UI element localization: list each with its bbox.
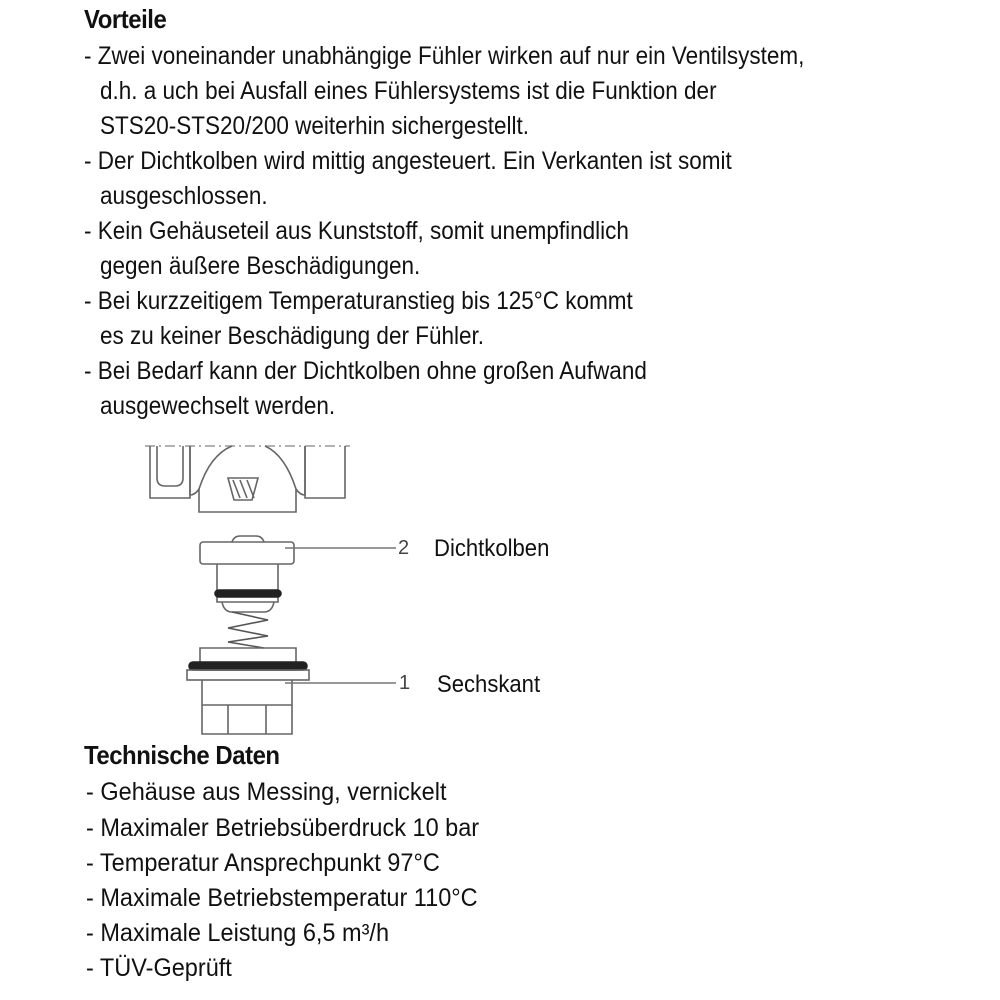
vorteile-line: - Zwei voneinander unabhängige Fühler wirken auf nur ein Ventilsystem,: [84, 42, 805, 70]
tech-spec-line: - Temperatur Ansprechpunkt 97°C: [86, 849, 440, 877]
vorteile-line: d.h. a uch bei Ausfall eines Fühlersystems ist die Funktion der: [100, 77, 717, 105]
callout-label-sechskant: Sechskant: [437, 671, 541, 698]
section-title-technische-daten: Technische Daten: [84, 740, 280, 770]
valve-housing: [145, 446, 350, 512]
callout-number: 2: [398, 537, 410, 559]
callout-label-dichtkolben: Dichtkolben: [434, 535, 550, 562]
vorteile-line: gegen äußere Beschädigungen.: [100, 252, 421, 280]
tech-spec-line: - TÜV-Geprüft: [86, 954, 232, 982]
vorteile-line: - Bei kurzzeitigem Temperaturanstieg bis 125°C kommt: [84, 287, 633, 315]
sechskant-part: [187, 648, 309, 734]
tech-spec-line: - Maximale Betriebstemperatur 110°C: [86, 884, 478, 912]
callout-number: 1: [399, 672, 411, 694]
vorteile-line: - Kein Gehäuseteil aus Kunststoff, somit unempfindlich: [84, 217, 629, 245]
vorteile-line: STS20-STS20/200 weiterhin sichergestellt.: [100, 112, 529, 140]
dichtkolben-part: [200, 536, 294, 648]
vorteile-line: - Der Dichtkolben wird mittig angesteuert. Ein Verkanten ist somit: [84, 147, 732, 175]
tech-spec-line: - Gehäuse aus Messing, vernickelt: [86, 778, 447, 806]
tech-spec-line: - Maximale Leistung 6,5 m³/h: [86, 919, 390, 947]
vorteile-line: ausgeschlossen.: [100, 182, 268, 210]
tech-spec-line: - Maximaler Betriebsüberdruck 10 bar: [86, 814, 480, 842]
vorteile-line: ausgewechselt werden.: [100, 392, 336, 420]
vorteile-line: es zu keiner Beschädigung der Fühler.: [100, 322, 484, 350]
vorteile-line: - Bei Bedarf kann der Dichtkolben ohne großen Aufwand: [84, 357, 647, 385]
section-title-vorteile: Vorteile: [84, 4, 167, 34]
